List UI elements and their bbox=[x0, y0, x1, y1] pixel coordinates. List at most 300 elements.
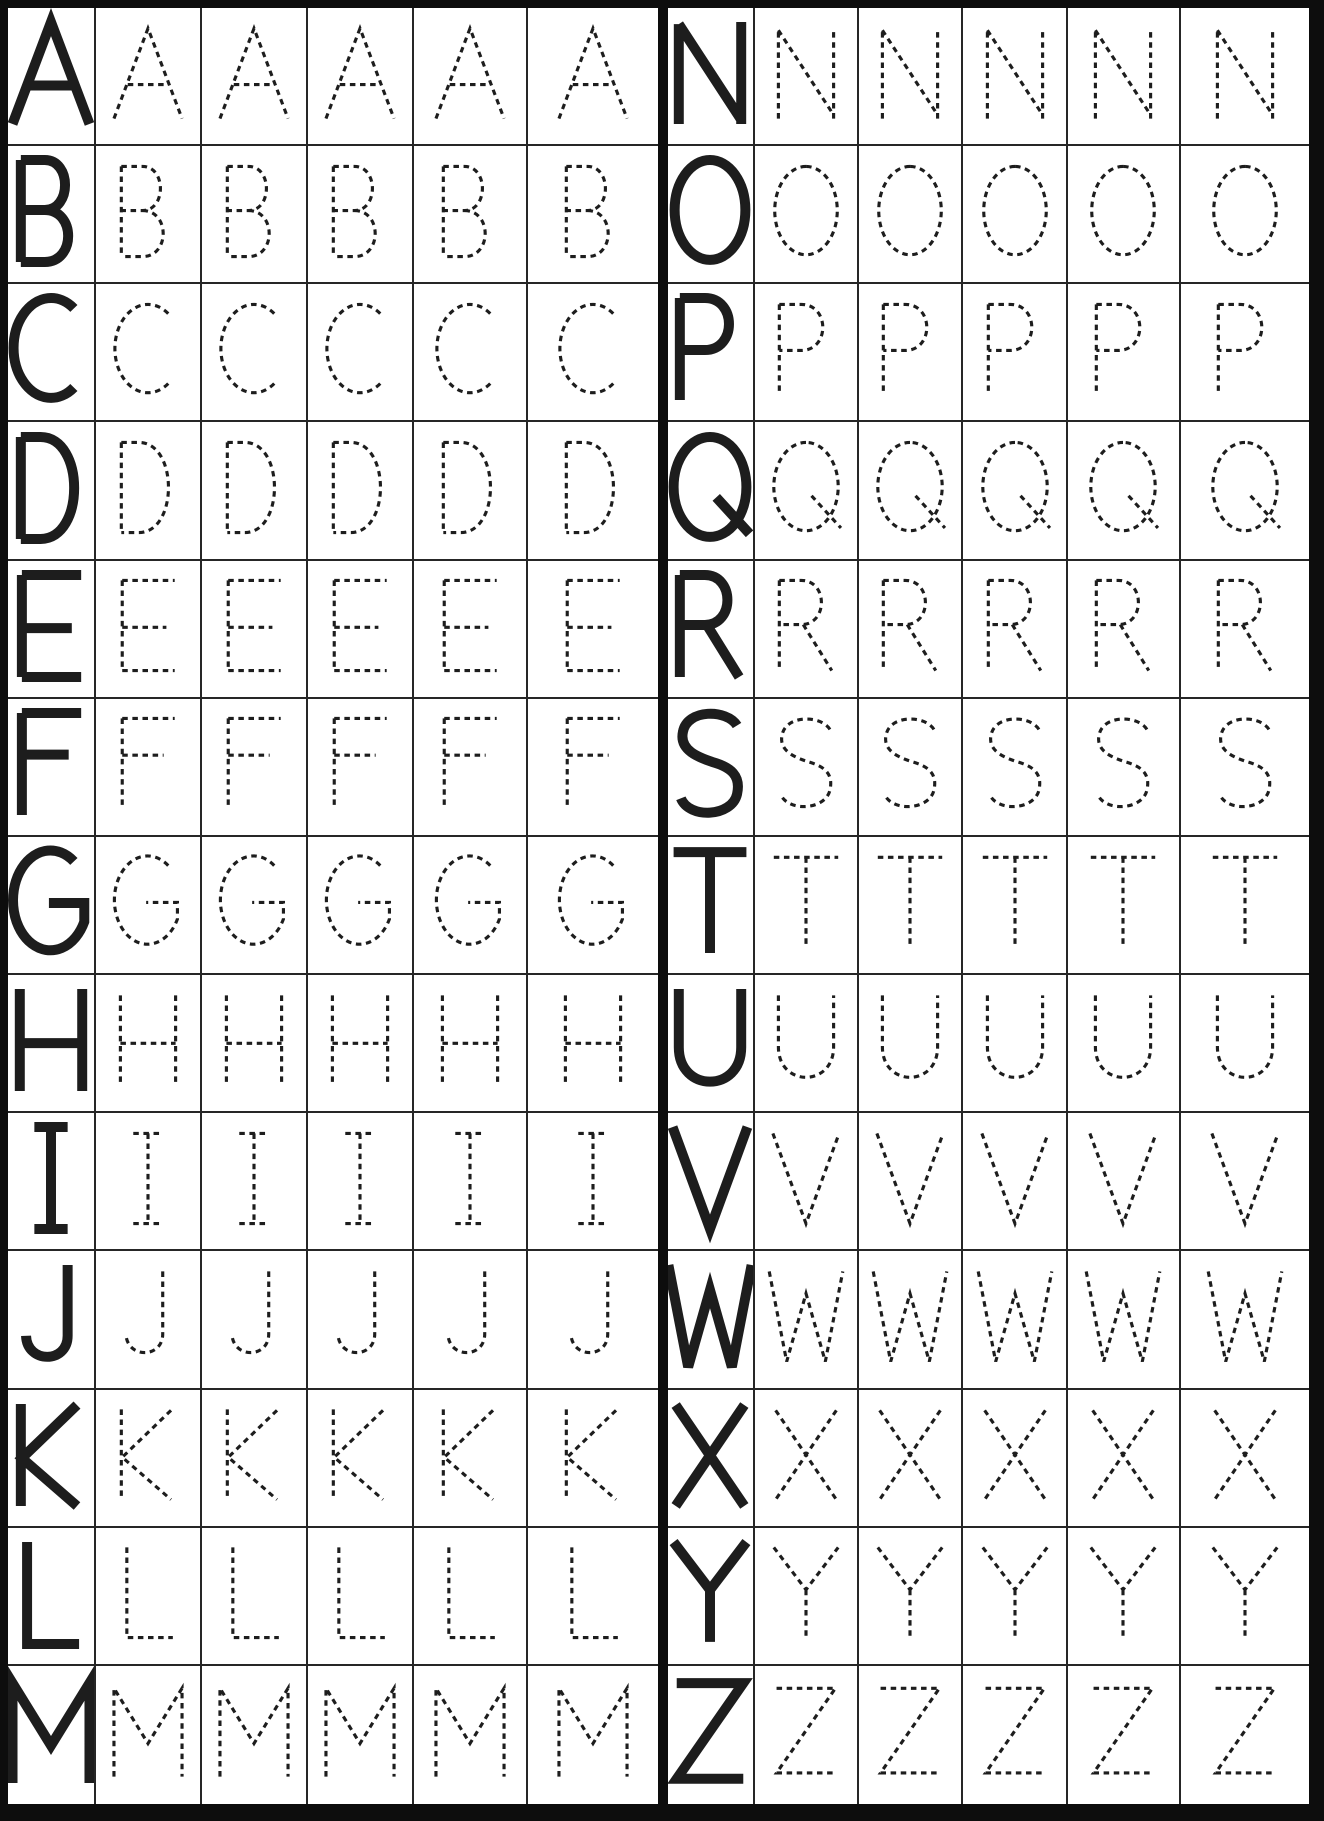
letter-s-trace-glyph bbox=[760, 716, 852, 811]
letter-l-trace-glyph bbox=[547, 1545, 639, 1640]
trace-cell-l-5 bbox=[528, 1528, 658, 1666]
letter-b-trace-glyph bbox=[208, 164, 300, 259]
trace-cell-r-2 bbox=[859, 561, 963, 699]
trace-cell-w-5 bbox=[1181, 1251, 1309, 1389]
solid-letter-cell-s bbox=[668, 699, 755, 837]
letter-c-trace-glyph bbox=[424, 302, 516, 397]
trace-cell-g-2 bbox=[202, 837, 308, 975]
letter-v-trace-glyph bbox=[1199, 1131, 1291, 1226]
trace-cell-b-1 bbox=[96, 146, 202, 284]
letter-n-trace-glyph bbox=[1199, 26, 1291, 121]
letter-n-solid-glyph bbox=[668, 19, 755, 127]
letter-q-solid-glyph bbox=[668, 434, 755, 542]
trace-cell-q-4 bbox=[1068, 422, 1181, 560]
letter-b-solid-glyph bbox=[8, 157, 96, 265]
trace-cell-i-2 bbox=[202, 1113, 308, 1251]
letter-row-y bbox=[668, 1528, 1309, 1666]
letter-row-c bbox=[8, 284, 658, 422]
trace-cell-f-4 bbox=[414, 699, 528, 837]
solid-letter-cell-b bbox=[8, 146, 96, 284]
trace-cell-w-4 bbox=[1068, 1251, 1181, 1389]
trace-cell-o-1 bbox=[755, 146, 859, 284]
trace-cell-p-5 bbox=[1181, 284, 1309, 422]
trace-cell-l-4 bbox=[414, 1528, 528, 1666]
trace-cell-g-4 bbox=[414, 837, 528, 975]
letter-k-solid-glyph bbox=[8, 1401, 96, 1509]
letter-o-trace-glyph bbox=[760, 164, 852, 259]
letter-a-trace-glyph bbox=[314, 26, 406, 121]
trace-cell-j-1 bbox=[96, 1251, 202, 1389]
trace-cell-j-3 bbox=[308, 1251, 414, 1389]
letter-a-trace-glyph bbox=[424, 26, 516, 121]
letter-w-solid-glyph bbox=[668, 1262, 755, 1370]
letter-row-b bbox=[8, 146, 658, 284]
trace-cell-d-1 bbox=[96, 422, 202, 560]
trace-cell-c-5 bbox=[528, 284, 658, 422]
trace-cell-y-2 bbox=[859, 1528, 963, 1666]
trace-cell-x-4 bbox=[1068, 1390, 1181, 1528]
center-divider bbox=[658, 8, 668, 1804]
letter-h-trace-glyph bbox=[208, 993, 300, 1088]
trace-cell-z-1 bbox=[755, 1666, 859, 1804]
worksheet-right-half bbox=[668, 8, 1309, 1804]
letter-j-solid-glyph bbox=[8, 1262, 96, 1370]
trace-cell-p-3 bbox=[963, 284, 1067, 422]
letter-d-trace-glyph bbox=[314, 440, 406, 535]
letter-s-trace-glyph bbox=[1199, 716, 1291, 811]
letter-row-e bbox=[8, 561, 658, 699]
letter-g-trace-glyph bbox=[424, 854, 516, 949]
trace-cell-z-3 bbox=[963, 1666, 1067, 1804]
trace-cell-i-5 bbox=[528, 1113, 658, 1251]
trace-cell-v-4 bbox=[1068, 1113, 1181, 1251]
trace-cell-z-5 bbox=[1181, 1666, 1309, 1804]
letter-s-solid-glyph bbox=[668, 710, 755, 818]
letter-p-trace-glyph bbox=[864, 302, 956, 397]
trace-cell-a-4 bbox=[414, 8, 528, 146]
solid-letter-cell-p bbox=[668, 284, 755, 422]
letter-o-trace-glyph bbox=[864, 164, 956, 259]
letter-k-trace-glyph bbox=[208, 1407, 300, 1502]
trace-cell-e-5 bbox=[528, 561, 658, 699]
letter-e-trace-glyph bbox=[314, 578, 406, 673]
letter-x-trace-glyph bbox=[864, 1407, 956, 1502]
letter-row-z bbox=[668, 1666, 1309, 1804]
trace-cell-u-1 bbox=[755, 975, 859, 1113]
letter-v-solid-glyph bbox=[668, 1124, 755, 1232]
trace-cell-d-3 bbox=[308, 422, 414, 560]
letter-f-trace-glyph bbox=[547, 716, 639, 811]
letter-w-trace-glyph bbox=[1077, 1269, 1169, 1364]
letter-g-solid-glyph bbox=[8, 848, 96, 956]
trace-cell-x-5 bbox=[1181, 1390, 1309, 1528]
trace-cell-j-4 bbox=[414, 1251, 528, 1389]
trace-cell-q-2 bbox=[859, 422, 963, 560]
letter-k-trace-glyph bbox=[102, 1407, 194, 1502]
trace-cell-h-3 bbox=[308, 975, 414, 1113]
letter-v-trace-glyph bbox=[760, 1131, 852, 1226]
trace-cell-v-5 bbox=[1181, 1113, 1309, 1251]
letter-m-solid-glyph bbox=[8, 1678, 96, 1786]
letter-m-trace-glyph bbox=[547, 1684, 639, 1779]
solid-letter-cell-h bbox=[8, 975, 96, 1113]
trace-cell-t-5 bbox=[1181, 837, 1309, 975]
worksheet-left-half bbox=[8, 8, 658, 1804]
solid-letter-cell-c bbox=[8, 284, 96, 422]
letter-m-trace-glyph bbox=[208, 1684, 300, 1779]
trace-cell-v-2 bbox=[859, 1113, 963, 1251]
letter-u-trace-glyph bbox=[1077, 993, 1169, 1088]
solid-letter-cell-u bbox=[668, 975, 755, 1113]
solid-letter-cell-f bbox=[8, 699, 96, 837]
letter-t-trace-glyph bbox=[1077, 854, 1169, 949]
letter-n-trace-glyph bbox=[969, 26, 1061, 121]
letter-r-trace-glyph bbox=[1077, 578, 1169, 673]
letter-e-solid-glyph bbox=[8, 572, 96, 680]
letter-w-trace-glyph bbox=[760, 1269, 852, 1364]
trace-cell-f-5 bbox=[528, 699, 658, 837]
trace-cell-s-5 bbox=[1181, 699, 1309, 837]
trace-cell-h-2 bbox=[202, 975, 308, 1113]
solid-letter-cell-g bbox=[8, 837, 96, 975]
trace-cell-k-4 bbox=[414, 1390, 528, 1528]
trace-cell-r-4 bbox=[1068, 561, 1181, 699]
letter-n-trace-glyph bbox=[760, 26, 852, 121]
trace-cell-d-5 bbox=[528, 422, 658, 560]
letter-z-trace-glyph bbox=[1199, 1684, 1291, 1779]
letter-y-trace-glyph bbox=[760, 1545, 852, 1640]
letter-h-trace-glyph bbox=[547, 993, 639, 1088]
trace-cell-u-2 bbox=[859, 975, 963, 1113]
trace-cell-p-4 bbox=[1068, 284, 1181, 422]
letter-m-trace-glyph bbox=[314, 1684, 406, 1779]
letter-b-trace-glyph bbox=[424, 164, 516, 259]
trace-cell-w-1 bbox=[755, 1251, 859, 1389]
trace-cell-x-1 bbox=[755, 1390, 859, 1528]
trace-cell-g-5 bbox=[528, 837, 658, 975]
solid-letter-cell-z bbox=[668, 1666, 755, 1804]
letter-k-trace-glyph bbox=[424, 1407, 516, 1502]
solid-letter-cell-e bbox=[8, 561, 96, 699]
letter-g-trace-glyph bbox=[102, 854, 194, 949]
trace-cell-p-1 bbox=[755, 284, 859, 422]
letter-y-trace-glyph bbox=[1077, 1545, 1169, 1640]
solid-letter-cell-n bbox=[668, 8, 755, 146]
trace-cell-o-3 bbox=[963, 146, 1067, 284]
trace-cell-k-3 bbox=[308, 1390, 414, 1528]
letter-e-trace-glyph bbox=[102, 578, 194, 673]
letter-row-u bbox=[668, 975, 1309, 1113]
letter-w-trace-glyph bbox=[1199, 1269, 1291, 1364]
letter-z-solid-glyph bbox=[668, 1678, 755, 1786]
trace-cell-l-2 bbox=[202, 1528, 308, 1666]
trace-cell-c-2 bbox=[202, 284, 308, 422]
letter-t-trace-glyph bbox=[1199, 854, 1291, 949]
trace-cell-i-1 bbox=[96, 1113, 202, 1251]
letter-a-trace-glyph bbox=[102, 26, 194, 121]
trace-cell-a-3 bbox=[308, 8, 414, 146]
trace-cell-a-2 bbox=[202, 8, 308, 146]
solid-letter-cell-q bbox=[668, 422, 755, 560]
letter-row-m bbox=[8, 1666, 658, 1804]
letter-row-h bbox=[8, 975, 658, 1113]
trace-cell-z-4 bbox=[1068, 1666, 1181, 1804]
trace-cell-a-5 bbox=[528, 8, 658, 146]
trace-cell-s-2 bbox=[859, 699, 963, 837]
letter-row-d bbox=[8, 422, 658, 560]
trace-cell-t-1 bbox=[755, 837, 859, 975]
trace-cell-f-2 bbox=[202, 699, 308, 837]
letter-s-trace-glyph bbox=[969, 716, 1061, 811]
trace-cell-i-4 bbox=[414, 1113, 528, 1251]
trace-cell-s-1 bbox=[755, 699, 859, 837]
trace-cell-b-3 bbox=[308, 146, 414, 284]
letter-k-trace-glyph bbox=[547, 1407, 639, 1502]
letter-l-solid-glyph bbox=[8, 1539, 96, 1647]
letter-b-trace-glyph bbox=[102, 164, 194, 259]
trace-cell-j-2 bbox=[202, 1251, 308, 1389]
trace-cell-k-5 bbox=[528, 1390, 658, 1528]
letter-l-trace-glyph bbox=[102, 1545, 194, 1640]
letter-u-trace-glyph bbox=[1199, 993, 1291, 1088]
trace-cell-f-1 bbox=[96, 699, 202, 837]
trace-cell-v-3 bbox=[963, 1113, 1067, 1251]
letter-s-trace-glyph bbox=[1077, 716, 1169, 811]
trace-cell-q-1 bbox=[755, 422, 859, 560]
solid-letter-cell-o bbox=[668, 146, 755, 284]
letter-row-f bbox=[8, 699, 658, 837]
letter-t-trace-glyph bbox=[969, 854, 1061, 949]
letter-j-trace-glyph bbox=[424, 1269, 516, 1364]
letter-f-trace-glyph bbox=[208, 716, 300, 811]
letter-z-trace-glyph bbox=[864, 1684, 956, 1779]
letter-row-r bbox=[668, 561, 1309, 699]
letter-o-trace-glyph bbox=[1199, 164, 1291, 259]
letter-g-trace-glyph bbox=[314, 854, 406, 949]
letter-e-trace-glyph bbox=[424, 578, 516, 673]
letter-m-trace-glyph bbox=[424, 1684, 516, 1779]
trace-cell-b-2 bbox=[202, 146, 308, 284]
trace-cell-b-4 bbox=[414, 146, 528, 284]
trace-cell-i-3 bbox=[308, 1113, 414, 1251]
letter-d-trace-glyph bbox=[102, 440, 194, 535]
letter-row-q bbox=[668, 422, 1309, 560]
trace-cell-n-3 bbox=[963, 8, 1067, 146]
trace-cell-h-4 bbox=[414, 975, 528, 1113]
letter-row-x bbox=[668, 1390, 1309, 1528]
trace-cell-c-1 bbox=[96, 284, 202, 422]
letter-a-solid-glyph bbox=[8, 19, 96, 127]
trace-cell-s-3 bbox=[963, 699, 1067, 837]
trace-cell-b-5 bbox=[528, 146, 658, 284]
letter-e-trace-glyph bbox=[547, 578, 639, 673]
letter-u-solid-glyph bbox=[668, 986, 755, 1094]
letter-i-trace-glyph bbox=[102, 1131, 194, 1226]
trace-cell-l-1 bbox=[96, 1528, 202, 1666]
letter-a-trace-glyph bbox=[547, 26, 639, 121]
letter-j-trace-glyph bbox=[314, 1269, 406, 1364]
trace-cell-v-1 bbox=[755, 1113, 859, 1251]
letter-row-i bbox=[8, 1113, 658, 1251]
solid-letter-cell-r bbox=[668, 561, 755, 699]
trace-cell-m-3 bbox=[308, 1666, 414, 1804]
trace-cell-m-1 bbox=[96, 1666, 202, 1804]
letter-h-trace-glyph bbox=[314, 993, 406, 1088]
solid-letter-cell-l bbox=[8, 1528, 96, 1666]
solid-letter-cell-a bbox=[8, 8, 96, 146]
trace-cell-m-5 bbox=[528, 1666, 658, 1804]
letter-s-trace-glyph bbox=[864, 716, 956, 811]
trace-cell-j-5 bbox=[528, 1251, 658, 1389]
letter-q-trace-glyph bbox=[1199, 440, 1291, 535]
letter-row-t bbox=[668, 837, 1309, 975]
letter-o-trace-glyph bbox=[969, 164, 1061, 259]
letter-g-trace-glyph bbox=[208, 854, 300, 949]
trace-cell-n-2 bbox=[859, 8, 963, 146]
trace-cell-w-2 bbox=[859, 1251, 963, 1389]
letter-i-trace-glyph bbox=[314, 1131, 406, 1226]
letter-i-trace-glyph bbox=[547, 1131, 639, 1226]
letter-h-solid-glyph bbox=[8, 986, 96, 1094]
letter-f-trace-glyph bbox=[314, 716, 406, 811]
letter-u-trace-glyph bbox=[969, 993, 1061, 1088]
letter-o-solid-glyph bbox=[668, 157, 755, 265]
letter-v-trace-glyph bbox=[1077, 1131, 1169, 1226]
trace-cell-n-5 bbox=[1181, 8, 1309, 146]
letter-p-trace-glyph bbox=[969, 302, 1061, 397]
trace-cell-e-1 bbox=[96, 561, 202, 699]
letter-i-solid-glyph bbox=[8, 1124, 96, 1232]
letter-r-trace-glyph bbox=[969, 578, 1061, 673]
letter-h-trace-glyph bbox=[102, 993, 194, 1088]
letter-i-trace-glyph bbox=[208, 1131, 300, 1226]
letter-c-trace-glyph bbox=[102, 302, 194, 397]
solid-letter-cell-m bbox=[8, 1666, 96, 1804]
letter-row-l bbox=[8, 1528, 658, 1666]
trace-cell-q-3 bbox=[963, 422, 1067, 560]
letter-y-trace-glyph bbox=[864, 1545, 956, 1640]
letter-d-trace-glyph bbox=[208, 440, 300, 535]
trace-cell-x-3 bbox=[963, 1390, 1067, 1528]
letter-row-v bbox=[668, 1113, 1309, 1251]
trace-cell-z-2 bbox=[859, 1666, 963, 1804]
letter-t-trace-glyph bbox=[760, 854, 852, 949]
letter-b-trace-glyph bbox=[314, 164, 406, 259]
trace-cell-s-4 bbox=[1068, 699, 1181, 837]
letter-i-trace-glyph bbox=[424, 1131, 516, 1226]
letter-y-trace-glyph bbox=[1199, 1545, 1291, 1640]
trace-cell-a-1 bbox=[96, 8, 202, 146]
letter-z-trace-glyph bbox=[1077, 1684, 1169, 1779]
trace-cell-r-5 bbox=[1181, 561, 1309, 699]
letter-x-trace-glyph bbox=[760, 1407, 852, 1502]
trace-cell-n-1 bbox=[755, 8, 859, 146]
letter-e-trace-glyph bbox=[208, 578, 300, 673]
letter-u-trace-glyph bbox=[760, 993, 852, 1088]
trace-cell-u-3 bbox=[963, 975, 1067, 1113]
letter-d-trace-glyph bbox=[547, 440, 639, 535]
letter-p-trace-glyph bbox=[1077, 302, 1169, 397]
letter-f-trace-glyph bbox=[102, 716, 194, 811]
trace-cell-t-2 bbox=[859, 837, 963, 975]
trace-cell-m-2 bbox=[202, 1666, 308, 1804]
letter-w-trace-glyph bbox=[969, 1269, 1061, 1364]
letter-n-trace-glyph bbox=[864, 26, 956, 121]
solid-letter-cell-w bbox=[668, 1251, 755, 1389]
letter-v-trace-glyph bbox=[969, 1131, 1061, 1226]
trace-cell-d-4 bbox=[414, 422, 528, 560]
trace-cell-y-1 bbox=[755, 1528, 859, 1666]
trace-cell-e-3 bbox=[308, 561, 414, 699]
letter-c-solid-glyph bbox=[8, 295, 96, 403]
letter-k-trace-glyph bbox=[314, 1407, 406, 1502]
letter-z-trace-glyph bbox=[760, 1684, 852, 1779]
letter-q-trace-glyph bbox=[864, 440, 956, 535]
solid-letter-cell-y bbox=[668, 1528, 755, 1666]
letter-t-solid-glyph bbox=[668, 848, 755, 956]
letter-m-trace-glyph bbox=[102, 1684, 194, 1779]
letter-v-trace-glyph bbox=[864, 1131, 956, 1226]
trace-cell-y-5 bbox=[1181, 1528, 1309, 1666]
letter-q-trace-glyph bbox=[1077, 440, 1169, 535]
letter-c-trace-glyph bbox=[547, 302, 639, 397]
trace-cell-e-4 bbox=[414, 561, 528, 699]
letter-x-solid-glyph bbox=[668, 1401, 755, 1509]
letter-l-trace-glyph bbox=[314, 1545, 406, 1640]
trace-cell-u-5 bbox=[1181, 975, 1309, 1113]
trace-cell-k-1 bbox=[96, 1390, 202, 1528]
letter-row-a bbox=[8, 8, 658, 146]
letter-r-trace-glyph bbox=[864, 578, 956, 673]
trace-cell-f-3 bbox=[308, 699, 414, 837]
solid-letter-cell-k bbox=[8, 1390, 96, 1528]
trace-cell-m-4 bbox=[414, 1666, 528, 1804]
trace-cell-h-5 bbox=[528, 975, 658, 1113]
letter-row-j bbox=[8, 1251, 658, 1389]
letter-n-trace-glyph bbox=[1077, 26, 1169, 121]
trace-cell-o-2 bbox=[859, 146, 963, 284]
trace-cell-k-2 bbox=[202, 1390, 308, 1528]
trace-cell-r-3 bbox=[963, 561, 1067, 699]
letter-y-solid-glyph bbox=[668, 1539, 755, 1647]
letter-f-solid-glyph bbox=[8, 710, 96, 818]
trace-cell-y-4 bbox=[1068, 1528, 1181, 1666]
solid-letter-cell-j bbox=[8, 1251, 96, 1389]
solid-letter-cell-v bbox=[668, 1113, 755, 1251]
letter-b-trace-glyph bbox=[547, 164, 639, 259]
solid-letter-cell-x bbox=[668, 1390, 755, 1528]
trace-cell-y-3 bbox=[963, 1528, 1067, 1666]
letter-p-solid-glyph bbox=[668, 295, 755, 403]
letter-q-trace-glyph bbox=[760, 440, 852, 535]
trace-cell-x-2 bbox=[859, 1390, 963, 1528]
letter-l-trace-glyph bbox=[424, 1545, 516, 1640]
solid-letter-cell-d bbox=[8, 422, 96, 560]
letter-row-p bbox=[668, 284, 1309, 422]
letter-w-trace-glyph bbox=[864, 1269, 956, 1364]
letter-d-solid-glyph bbox=[8, 434, 96, 542]
letter-a-trace-glyph bbox=[208, 26, 300, 121]
letter-h-trace-glyph bbox=[424, 993, 516, 1088]
trace-cell-t-4 bbox=[1068, 837, 1181, 975]
trace-cell-l-3 bbox=[308, 1528, 414, 1666]
letter-u-trace-glyph bbox=[864, 993, 956, 1088]
letter-row-o bbox=[668, 146, 1309, 284]
trace-cell-g-1 bbox=[96, 837, 202, 975]
letter-r-solid-glyph bbox=[668, 572, 755, 680]
letter-p-trace-glyph bbox=[1199, 302, 1291, 397]
trace-cell-o-5 bbox=[1181, 146, 1309, 284]
